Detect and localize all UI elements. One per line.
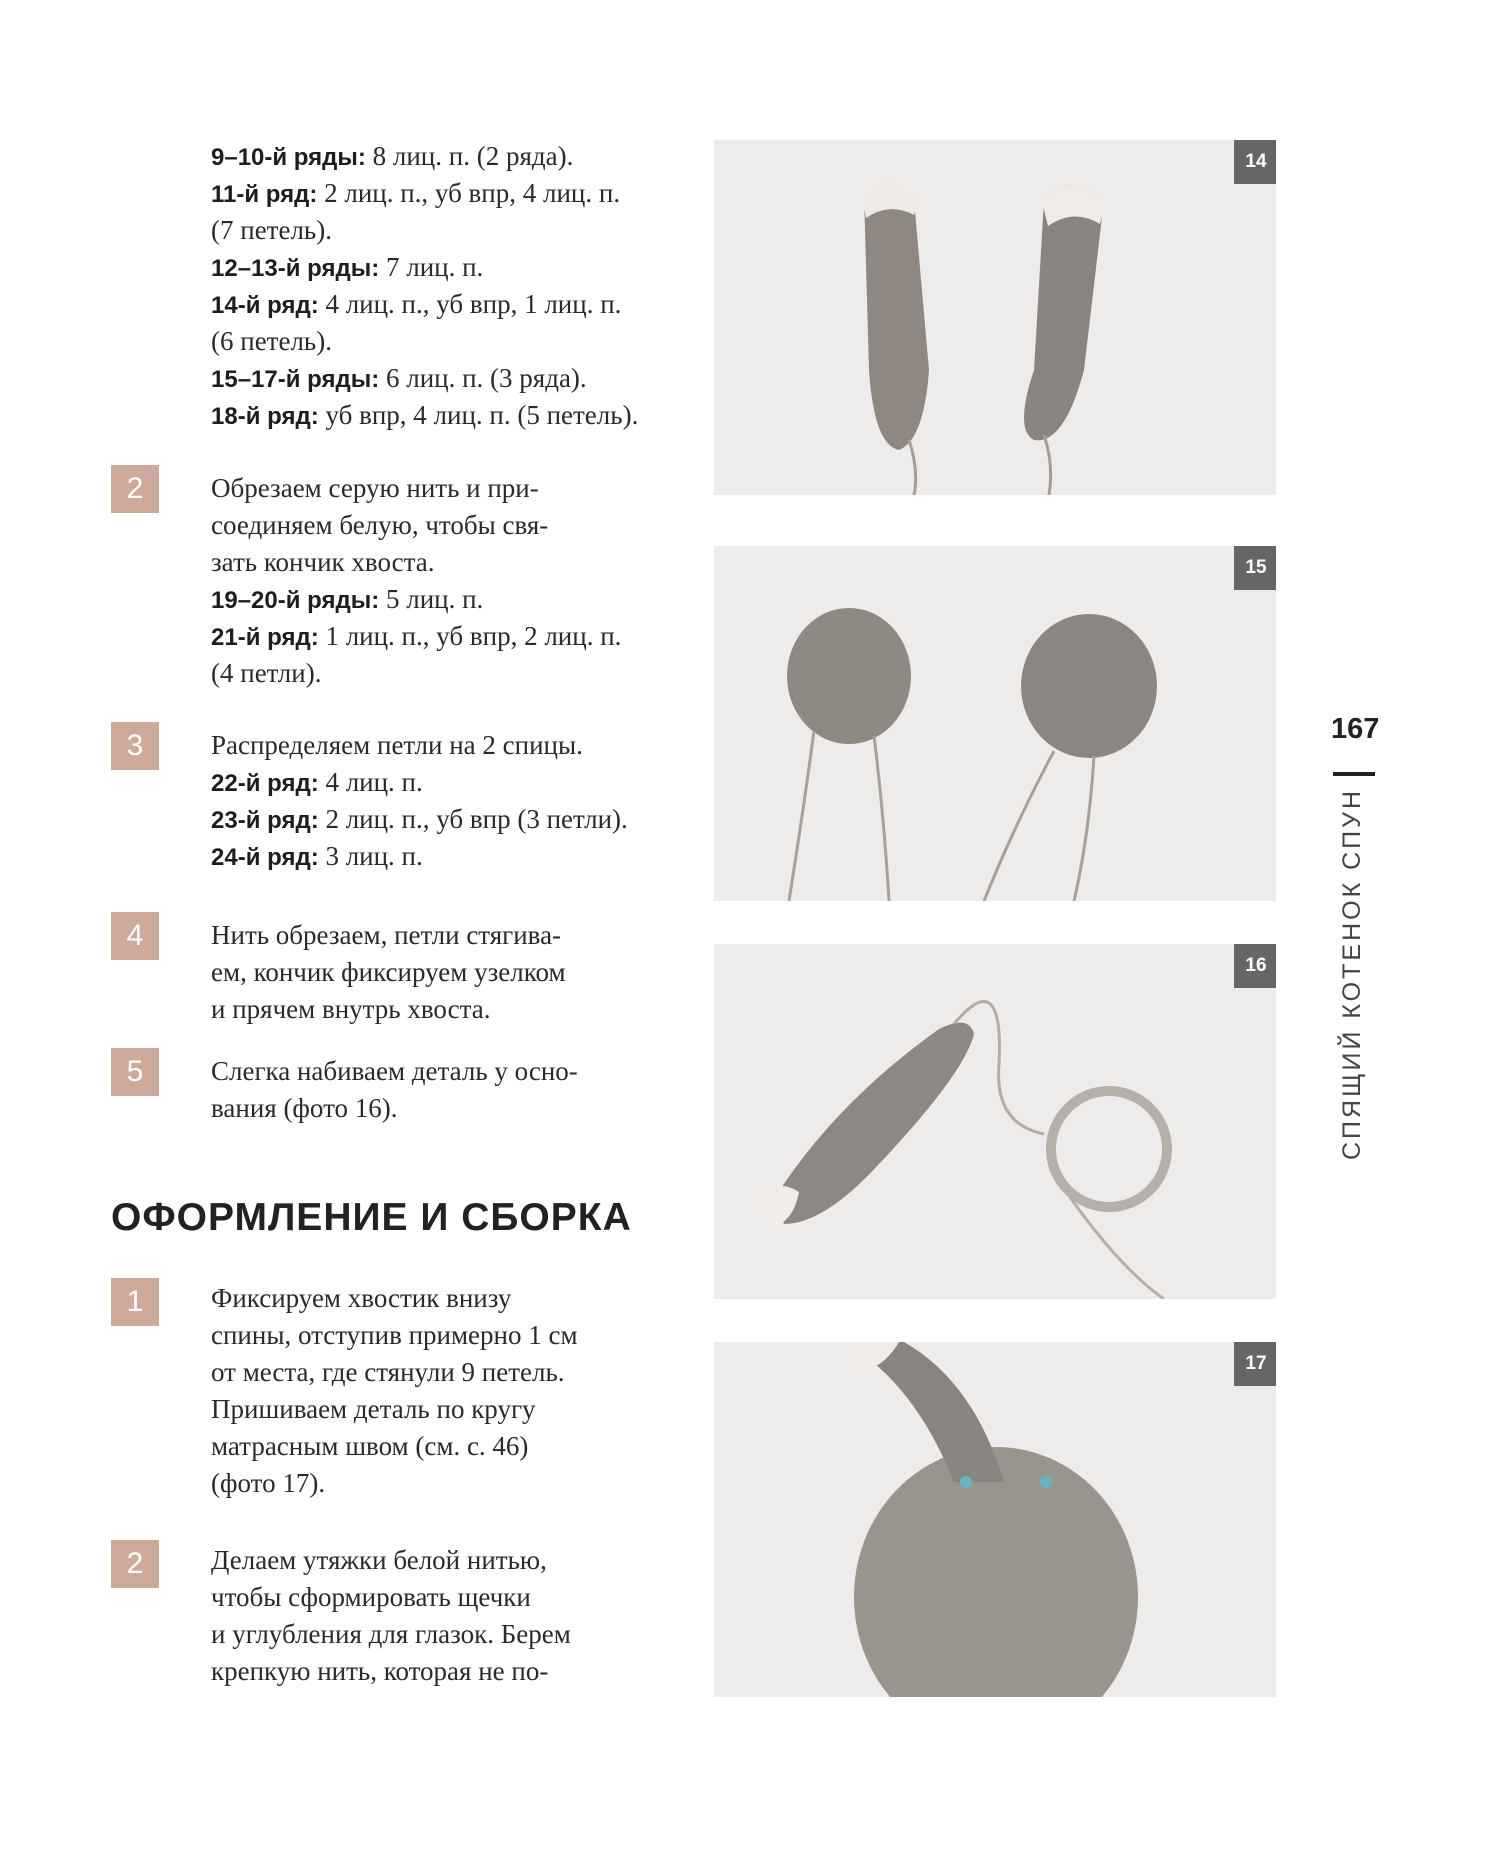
- text-line: [211, 212, 332, 250]
- line-text: Нить обрезаем, петли стягива-: [211, 920, 562, 950]
- text-line: [211, 917, 561, 955]
- line-text: Пришиваем деталь по кругу: [211, 1394, 536, 1424]
- line-text: зать кончик хвоста.: [211, 547, 435, 577]
- line-text: (фото 17).: [211, 1468, 326, 1498]
- line-text: 1 лиц. п., уб впр, 2 лиц. п.: [318, 621, 622, 651]
- text-line: [211, 249, 483, 287]
- text-line: [211, 991, 490, 1029]
- line-text: 5 лиц. п.: [379, 584, 484, 614]
- bold-label: 15–17-й ряды:: [211, 366, 380, 393]
- section-heading: ОФОРМЛЕНИЕ И СБОРКА: [111, 1196, 632, 1239]
- text-line: [211, 544, 435, 582]
- text-line: [211, 727, 583, 765]
- text-line: [211, 1428, 528, 1466]
- bold-label: 24-й ряд:: [211, 844, 319, 871]
- text-line: [211, 801, 628, 839]
- text-line: [211, 507, 548, 545]
- bold-label: 11-й ряд:: [211, 181, 318, 208]
- line-text: вания (фото 16).: [211, 1093, 398, 1123]
- text-line: [211, 1616, 571, 1654]
- text-line: [211, 1090, 398, 1128]
- step-number-badge: 2: [111, 1540, 159, 1588]
- step-number-badge: 4: [111, 912, 159, 960]
- text-line: [211, 470, 539, 508]
- text-line: [211, 1354, 565, 1392]
- knitted-tail-pieces-image: [714, 140, 1276, 495]
- line-text: Делаем утяжки белой нитью,: [211, 1545, 547, 1575]
- text-line: [211, 175, 620, 213]
- photo-number-tag: 16: [1234, 944, 1276, 988]
- line-text: Распределяем петли на 2 спицы.: [211, 730, 583, 760]
- text-line: [211, 581, 483, 619]
- bold-label: 23-й ряд:: [211, 807, 319, 834]
- tail-attached-to-body-image: [714, 1342, 1276, 1697]
- text-line: [211, 1391, 536, 1429]
- line-text: Слегка набиваем деталь у осно-: [211, 1056, 578, 1086]
- text-line: [211, 618, 621, 656]
- line-text: 2 лиц. п., уб впр, 4 лиц. п.: [317, 178, 621, 208]
- text-line: [211, 1465, 325, 1503]
- line-text: 7 лиц. п.: [379, 252, 484, 282]
- bold-label: 12–13-й ряды:: [211, 255, 380, 282]
- step-number-badge: 3: [111, 722, 159, 770]
- line-text: 4 лиц. п.: [318, 767, 423, 797]
- line-text: 2 лиц. п., уб впр (3 петли).: [318, 804, 628, 834]
- bold-label: 9–10-й ряды:: [211, 144, 366, 171]
- text-line: [211, 655, 321, 693]
- text-line: [211, 1317, 578, 1355]
- line-text: уб впр, 4 лиц. п. (5 петель).: [318, 400, 639, 430]
- line-text: 3 лиц. п.: [318, 841, 423, 871]
- step-number-badge: 1: [111, 1278, 159, 1326]
- line-text: спины, отступив примерно 1 см: [211, 1320, 578, 1350]
- text-line: [211, 1280, 511, 1318]
- line-text: и прячем внутрь хвоста.: [211, 994, 491, 1024]
- knitted-tips-image: [714, 546, 1276, 901]
- text-line: [211, 1653, 548, 1691]
- text-line: [211, 838, 423, 876]
- text-line: [211, 360, 587, 398]
- text-line: [211, 323, 332, 361]
- text-line: [211, 286, 621, 324]
- text-line: [211, 397, 638, 435]
- text-line: [211, 764, 423, 802]
- stuffed-tail-image: [714, 944, 1276, 1299]
- bold-label: 21-й ряд:: [211, 624, 319, 651]
- line-text: 8 лиц. п. (2 ряда).: [365, 141, 574, 171]
- photo-15: [714, 546, 1276, 901]
- line-text: (7 петель).: [211, 215, 332, 245]
- photo-number-tag: 17: [1234, 1342, 1276, 1386]
- step-number-badge: 5: [111, 1048, 159, 1096]
- page-number: 167: [1331, 713, 1380, 745]
- line-text: ем, кончик фиксируем узелком: [211, 957, 566, 987]
- line-text: (6 петель).: [211, 326, 332, 356]
- bold-label: 14-й ряд:: [211, 292, 319, 319]
- page-number-rule: [1333, 772, 1375, 776]
- line-text: и углубления для глазок. Берем: [211, 1619, 571, 1649]
- line-text: от места, где стянули 9 петель.: [211, 1357, 565, 1387]
- bold-label: 22-й ряд:: [211, 770, 319, 797]
- line-text: 6 лиц. п. (3 ряда).: [379, 363, 587, 393]
- step-number-badge: 2: [111, 465, 159, 513]
- photo-16: [714, 944, 1276, 1299]
- running-title: СПЯЩИЙ КОТЕНОК СПУН: [1338, 787, 1366, 1160]
- line-text: Фиксируем хвостик внизу: [211, 1283, 512, 1313]
- text-line: [211, 954, 566, 992]
- text-line: [211, 1579, 531, 1617]
- bold-label: 18-й ряд:: [211, 403, 319, 430]
- photo-14: [714, 140, 1276, 495]
- text-line: [211, 1542, 547, 1580]
- photo-number-tag: 14: [1234, 140, 1276, 184]
- line-text: соединяем белую, чтобы свя-: [211, 510, 549, 540]
- photo-number-tag: 15: [1234, 546, 1276, 590]
- line-text: Обрезаем серую нить и при-: [211, 473, 539, 503]
- photo-17: [714, 1342, 1276, 1697]
- line-text: матрасным швом (см. с. 46): [211, 1431, 529, 1461]
- line-text: 4 лиц. п., уб впр, 1 лиц. п.: [318, 289, 622, 319]
- bold-label: 19–20-й ряды:: [211, 587, 380, 614]
- line-text: чтобы сформировать щечки: [211, 1582, 531, 1612]
- text-line: [211, 138, 573, 176]
- line-text: крепкую нить, которая не по-: [211, 1656, 549, 1686]
- line-text: (4 петли).: [211, 658, 322, 688]
- text-line: [211, 1053, 578, 1091]
